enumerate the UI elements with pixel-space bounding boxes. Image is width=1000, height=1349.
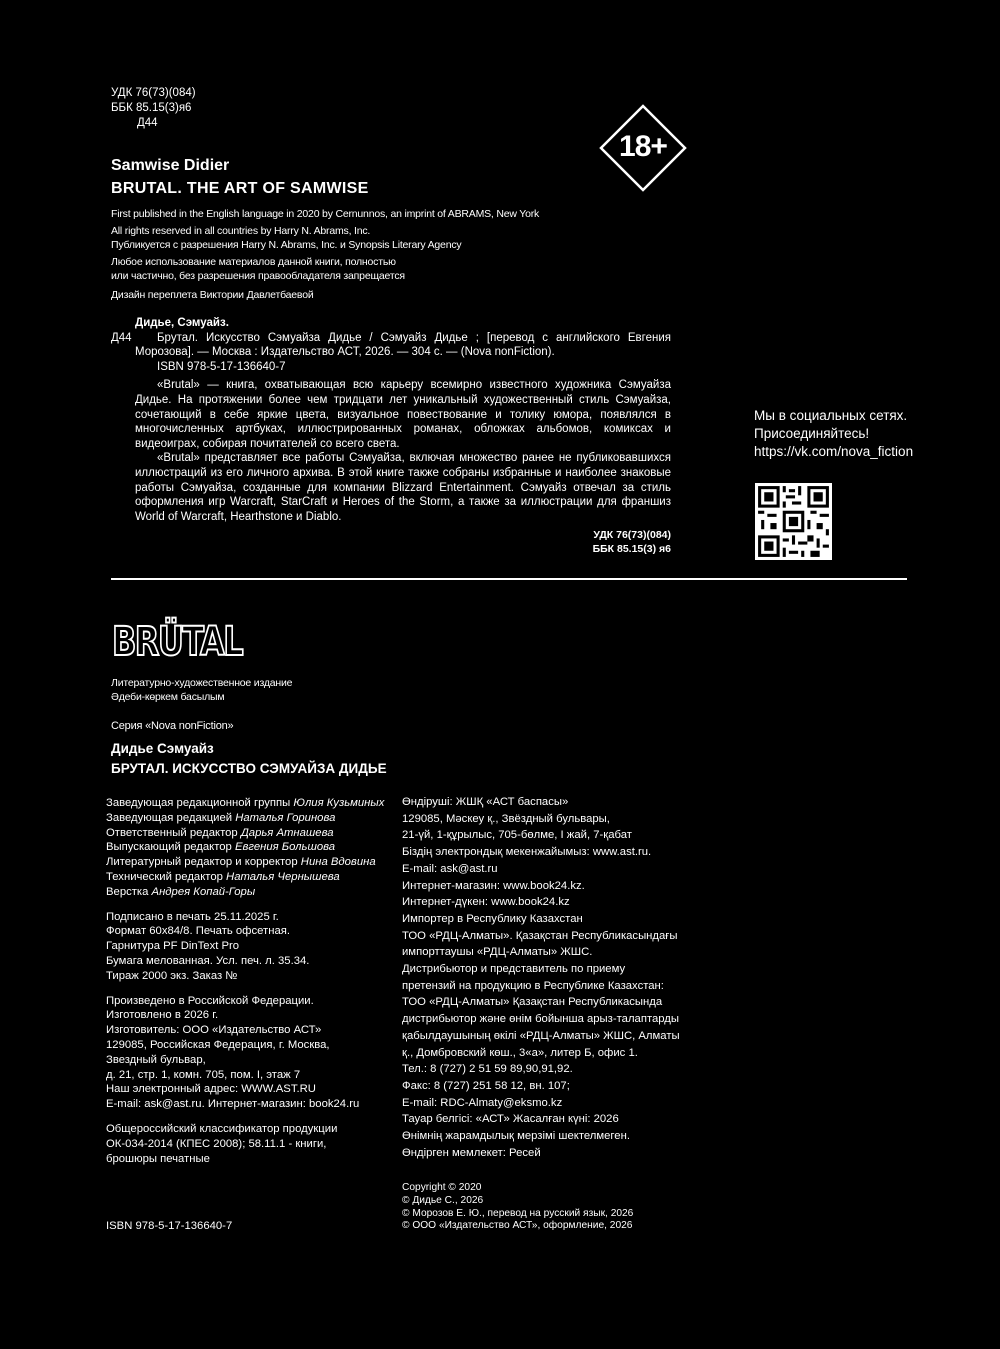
bbk-code: ББК 85.15(3)я6 bbox=[111, 102, 192, 114]
divider bbox=[111, 578, 907, 580]
copyright-line: © ООО «Издательство АСТ», оформление, 2026 bbox=[402, 1220, 633, 1232]
production-line: д. 21, стр. 1, комн. 705, пом. I, этаж 7 bbox=[106, 1068, 301, 1081]
kz-line: Тауар белгісі: «АСТ» Жасалған күні: 2026 bbox=[402, 1113, 619, 1126]
credits-column bbox=[106, 796, 384, 1166]
social-line-2: Присоединяйтесь! bbox=[754, 426, 870, 441]
credit-row: Литературный редактор и корректор Нина Вдовина bbox=[106, 856, 376, 869]
cover-design: Дизайн переплета Виктории Давлетбаевой bbox=[111, 289, 314, 301]
biblio-isbn: ISBN 978-5-17-136640-7 bbox=[157, 360, 286, 373]
original-author: Samwise Didier bbox=[111, 157, 230, 174]
print-line: Тираж 2000 экз. Заказ № bbox=[106, 969, 238, 982]
biblio-entry: Брутал. Искусство Сэмуайза Дидье / Сэмуайз Дидье ; [перевод с английского Евгения Морозова]. — Москва : Издательство АСТ, 2026. — 304 с. — (Nova nonFiction). bbox=[135, 331, 671, 359]
age-rating-text: 18+ bbox=[619, 130, 667, 163]
rights-reserved: All rights reserved in all countries by Harry N. Abrams, Inc. bbox=[111, 225, 371, 237]
kz-line: Интернет-дүкен: www.book24.kz bbox=[402, 896, 570, 909]
production-line: Изготовлено в 2026 г. bbox=[106, 1009, 219, 1022]
kz-line: E-mail: ask@ast.ru bbox=[402, 862, 498, 875]
kz-line: Біздің электрондық мекенжайымыз: www.ast.ru. bbox=[402, 846, 652, 859]
print-line: Гарнитура PF DinText Pro bbox=[106, 940, 240, 953]
credit-row: Заведующая редакционной группы Юлия Кузьминых bbox=[106, 797, 385, 809]
series: Серия «Nova nonFiction» bbox=[111, 720, 234, 732]
copyright-line: Copyright © 2020 bbox=[402, 1182, 482, 1193]
edition-type-ru: Литературно-художественное издание bbox=[111, 677, 293, 689]
age-rating-badge bbox=[599, 104, 687, 192]
copyright-block bbox=[402, 1182, 633, 1233]
social-url[interactable]: https://vk.com/nova_fiction bbox=[754, 444, 914, 459]
biblio-author: Дидье, Сэмуайз. bbox=[135, 317, 229, 329]
kz-line: Өнімнің жарамдылық мерзімі шектелмеген. bbox=[402, 1130, 630, 1143]
brutal-logo-icon bbox=[110, 617, 275, 665]
kz-line: Дистрибьютор и представитель по приему bbox=[402, 963, 626, 976]
udk-header bbox=[111, 86, 196, 131]
rights-block bbox=[111, 207, 539, 302]
restriction-1: Любое использование материалов данной книги, полностью bbox=[111, 256, 396, 268]
kz-line: қабылдаушының өкілі «РДЦ-Алматы» ЖШС, Алматы bbox=[402, 1029, 680, 1042]
brutal-logo-text: BRÜTAL bbox=[112, 619, 275, 665]
social-line-1: Мы в социальных сетях. bbox=[754, 408, 908, 423]
kz-line: қ., Домбровский көш., 3«а», литер Б, офис 1. bbox=[402, 1046, 638, 1059]
print-line: Подписано в печать 25.11.2025 г. bbox=[106, 910, 279, 923]
isbn-bottom: ISBN 978-5-17-136640-7 bbox=[106, 1220, 233, 1232]
kz-line: Өндірген мемлекет: Ресей bbox=[402, 1146, 541, 1159]
production-line: E-mail: ask@ast.ru. Интернет-магазин: book24.ru bbox=[106, 1098, 360, 1111]
edition-type-kz: Әдеби-көркем басылым bbox=[111, 691, 225, 703]
print-line: Бумага мелованная. Усл. печ. л. 35.34. bbox=[106, 954, 310, 967]
first-published: First published in the English language in 2020 by Cernunnos, an imprint of ABRAMS, New York bbox=[111, 208, 540, 220]
credit-row: Ответственный редактор Дарья Атнашева bbox=[106, 826, 334, 839]
copyright-line: © Дидье С., 2026 bbox=[402, 1194, 484, 1206]
ru-author: Дидье Сэмуайз bbox=[111, 741, 214, 756]
kz-line: Факс: 8 (727) 251 58 12, вн. 107; bbox=[402, 1079, 570, 1092]
original-title: BRUTAL. THE ART OF SAMWISE bbox=[111, 180, 369, 197]
kz-line: ТОО «РДЦ-Алматы». Қазақстан Республикасындағы bbox=[402, 929, 678, 942]
kz-line: 21-үй, 1-құрылыс, 705-бөлме, I жай, 7-қабат bbox=[402, 829, 632, 842]
ru-title: БРУТАЛ. ИСКУССТВО СЭМУАЙЗА ДИДЬЕ bbox=[111, 761, 387, 776]
edition-type bbox=[111, 676, 292, 704]
kz-line: претензий на продукцию в Республике Казахстан: bbox=[402, 979, 664, 992]
kz-line: Интернет-магазин: www.book24.kz. bbox=[402, 879, 585, 892]
kz-line: ТОО «РДЦ-Алматы» Қазақстан Республикасында bbox=[402, 996, 663, 1009]
kz-line: импорттаушы «РДЦ-Алматы» ЖШС. bbox=[402, 946, 593, 959]
biblio-para-1: «Brutal» — книга, охватывающая всю карьеру всемирно известного художника Сэмуайза Дидье. На протяжении более чем тридцати лет уникальный художественный стиль Сэмуайза, сочетающий в себе яркие цвета, визуальное повествование и толику юмора, появлялся в многочисленных артбуках, иллюстрированных романах, обложках альбомов, комиксах и видеоиграх, собирая почитателей со всего света. bbox=[135, 379, 671, 450]
production-line: Звездный бульвар, bbox=[106, 1053, 206, 1066]
biblio-bbk: ББК 85.15(3) я6 bbox=[592, 543, 671, 556]
permission: Публикуется с разрешения Harry N. Abrams, Inc. и Synopsis Literary Agency bbox=[111, 239, 462, 251]
kz-info-column bbox=[402, 794, 680, 1161]
kz-line: Өндіруші: ЖШҚ «АСТ баспасы» bbox=[402, 796, 569, 808]
credit-row: Выпускающий редактор Евгения Большова bbox=[106, 841, 336, 854]
social-block bbox=[754, 407, 913, 461]
credit-row: Заведующая редакцией Наталья Горинова bbox=[106, 811, 336, 824]
biblio-record bbox=[111, 316, 671, 556]
author-mark: Д44 bbox=[137, 117, 158, 129]
production-line: Изготовитель: ООО «Издательство АСТ» bbox=[106, 1024, 322, 1037]
credit-row: Верстка Андрея Копай-Горы bbox=[106, 885, 256, 898]
biblio-para-2: «Brutal» представляет все работы Сэмуайза, включая множество ранее не публиковавшихся иллюстраций из его личного архива. В этой книге также собраны избранные и наиболее знаковые работы Сэмуайза, созданные для компании Blizzard Entertainment. Сэмуайз отвечал за стиль оформления игр Warcraft, StarCraft и Heroes of the Storm, а также за иллюстрации для франшиз World of Warcraft, Hearthstone и Diablo. bbox=[135, 452, 671, 523]
kz-line: дистрибьютор және өнім бойынша арыз-талаптарды bbox=[402, 1013, 680, 1026]
credit-row: Технический редактор Наталья Чернышева bbox=[106, 870, 340, 883]
qr-code-icon bbox=[755, 483, 832, 560]
copyright-line: © Морозов Е. Ю., перевод на русский язык, 2026 bbox=[402, 1207, 634, 1219]
kz-line: Импортер в Республику Казахстан bbox=[402, 912, 583, 925]
classifier-line: Общероссийский классификатор продукции bbox=[106, 1122, 338, 1135]
classifier-line: брошюры печатные bbox=[106, 1152, 210, 1165]
production-line: Произведено в Российской Федерации. bbox=[106, 994, 314, 1007]
kz-line: E-mail: RDC-Almaty@eksmo.kz bbox=[402, 1096, 563, 1109]
print-line: Формат 60х84/8. Печать офсетная. bbox=[106, 925, 290, 938]
restriction-2: или частично, без разрешения правообладателя запрещается bbox=[111, 270, 405, 282]
production-line: Наш электронный адрес: WWW.AST.RU bbox=[106, 1083, 316, 1096]
production-line: 129085, Российская Федерация, г. Москва, bbox=[106, 1038, 330, 1051]
brutal-logo bbox=[110, 617, 275, 667]
biblio-code: Д44 bbox=[111, 331, 132, 344]
udk-code: УДК 76(73)(084) bbox=[111, 87, 196, 99]
kz-line: 129085, Мәскеу қ., Звёздный бульвары, bbox=[402, 812, 610, 825]
qr-code[interactable] bbox=[755, 483, 832, 560]
classifier-line: ОК-034-2014 (КПЕС 2008); 58.11.1 - книги, bbox=[106, 1137, 327, 1150]
biblio-udk: УДК 76(73)(084) bbox=[593, 529, 671, 542]
kz-line: Тел.: 8 (727) 2 51 59 89,90,91,92. bbox=[402, 1063, 573, 1076]
